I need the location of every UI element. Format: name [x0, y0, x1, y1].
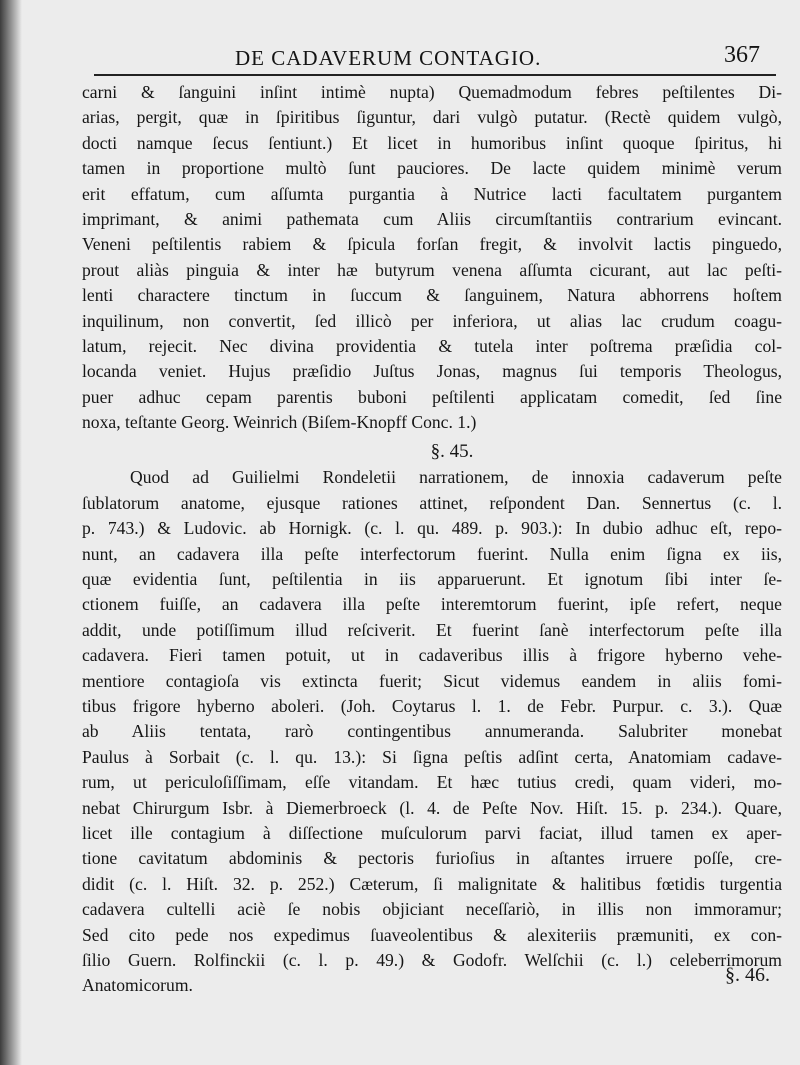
text-line: prout aliàs pinguia & inter hæ butyrum venena aſſumta cicurant, aut lac peſti-: [82, 259, 782, 280]
text-line: locanda veniet. Hujus præſidio Juſtus Jonas, magnus ſui temporis Theologus,: [82, 361, 782, 382]
text-line: Paulus à Sorbait (c. l. qu. 13.): Si ſigna peſtis adſint certa, Anatomiam cadave-: [82, 746, 782, 767]
text-line: tibus frigore hyberno aboleri. (Joh. Coytarus l. 1. de Febr. Purpur. c. 3.). Quæ: [82, 695, 782, 716]
text-line: tione cavitatum abdominis & pectoris furioſius in aſtantes irruere poſſe, cre-: [82, 848, 782, 869]
text-line: Veneni peſtilentis rabiem & ſpicula forſan fregit, & involvit lactis pinguedo,: [82, 234, 782, 255]
running-head: DE CADAVERUM CONTAGIO.: [235, 46, 542, 70]
text-line: nebat Chirurgum Isbr. à Diemerbroeck (l. 4. de Peſte Nov. Hiſt. 15. p. 234.). Quare,: [82, 797, 782, 818]
text-line: didit (c. l. Hiſt. 32. p. 252.) Cæterum, ſi malignitate & halitibus fœtidis turgentia: [82, 873, 782, 894]
text-line: ſublatorum anatome, ejusque rationes attinet, reſpondent Dan. Sennertus (c. l.: [82, 492, 782, 513]
text-line: Sed cito pede nos expedimus ſuaveolentibus & alexiteriis præmuniti, ex con-: [82, 924, 782, 945]
text-line: ctionem fuiſſe, an cadavera illa peſte interemtorum fuerint, ipſe refert, neque: [82, 594, 782, 615]
text-line: puer adhuc cepam parentis buboni peſtilenti applicatam comedit, ſed ſine: [82, 386, 782, 407]
text-line: ſilio Guern. Rolfinckii (c. l. p. 49.) & Godofr. Welſchii (c. l.) celeberrimorum: [82, 949, 782, 970]
text-line: erit effatum, cum aſſumta purgantia à Nutrice lacti facultatem purgantem: [82, 183, 782, 204]
text-line: arias, pergit, quæ in ſpiritibus ſiguntur, dari vulgò putatur. (Rectè quidem vulgò,: [82, 107, 782, 128]
text-line: nunt, an cadavera illa peſte interfectorum fuerint. Nulla enim ſigna ex iis,: [82, 543, 782, 564]
text-line: lenti charactere tinctum in ſuccum & ſanguinem, Natura abhorrens hoſtem: [82, 285, 782, 306]
text-line: Quod ad Guilielmi Rondeletii narrationem, de innoxia cadaverum peſte: [130, 467, 782, 488]
text-line: quæ evidentia ſunt, peſtilentia in iis apparuerunt. Et ignotum ſibi inter ſe-: [82, 569, 782, 590]
text-line: cadavera. Fieri tamen potuit, ut in cadaveribus illis à frigore hyberno vehe-: [82, 645, 782, 666]
text-line: licet ille contagium à diſſectione muſculorum parvi faciat, illud tamen ex aper-: [82, 822, 782, 843]
text-line: ab Aliis tentata, rarò contingentibus annumeranda. Salubriter monebat: [82, 721, 782, 742]
page-number: 367: [724, 42, 760, 68]
catchword: §. 46.: [725, 964, 770, 986]
page-edge-shadow: [0, 0, 22, 1065]
text-line: rum, ut periculoſiſſimam, eſſe vitandam. Et hæc tutius credi, quam videri, mo-: [82, 772, 782, 793]
text-line: tamen in proportione multò ſunt pauciores. De lacte quidem minimè verum: [82, 158, 782, 179]
text-line: addit, unde potiſſimum illud reſciverit. Et fuerint ſanè interfectorum peſte illa: [82, 619, 782, 640]
text-line: docti namque ſecus ſentiunt.) Et licet in humoribus inſint quoque ſpiritus, hi: [82, 132, 782, 153]
text-line: inquilinum, non convertit, ſed illicò per inferiora, ut alias lac crudum coagu-: [82, 310, 782, 331]
text-line: cadavera cultelli aciè ſe nobis objiciant neceſſariò, in illis non immoramur;: [82, 899, 782, 920]
text-line: imprimant, & animi pathemata cum Aliis circumſtantiis contrarium evincant.: [82, 208, 782, 229]
text-line: mentiore contagioſa vis extincta fuerit; Sicut videmus eandem in aliis fomi-: [82, 670, 782, 691]
page-header: [100, 38, 760, 74]
text-line: noxa, teſtante Georg. Weinrich (Biſem-Knopff Conc. 1.): [82, 412, 477, 433]
text-line: carni & ſanguini inſint intimè nupta) Quemadmodum febres peſtilentes Di-: [82, 82, 782, 102]
text-line: latum, rejecit. Nec divina providentia & tutela inter poſtrema præſidia col-: [82, 335, 782, 356]
text-line: p. 743.) & Ludovic. ab Hornigk. (c. l. qu. 489. p. 903.): In dubio adhuc eſt, repo-: [82, 518, 782, 539]
text-line: Anatomicorum.: [82, 975, 193, 996]
header-rule: [94, 74, 776, 76]
section-heading: §. 45.: [430, 441, 474, 463]
body-text: [82, 80, 782, 999]
